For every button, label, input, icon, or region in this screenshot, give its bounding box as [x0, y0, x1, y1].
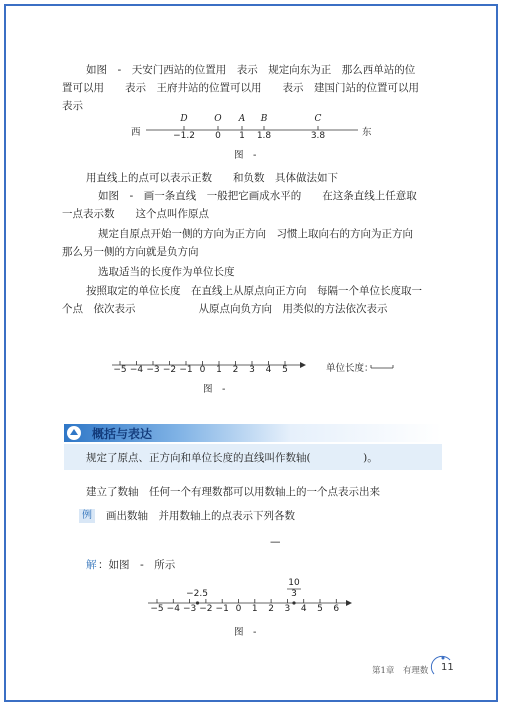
tick-label: 2	[232, 365, 239, 375]
tick-label: 3	[249, 365, 255, 375]
value-label: 1	[239, 131, 245, 141]
figure-caption: 图 -	[234, 627, 257, 638]
point-label-c: C	[314, 114, 322, 124]
tick-label: −1	[179, 365, 193, 375]
section-title: 概括与表达	[92, 427, 153, 441]
tick-label: −3	[182, 604, 197, 614]
text-line: 选取适当的长度作为单位长度	[98, 266, 235, 278]
point-label-d: D	[180, 114, 188, 124]
footer-chapter: 第1章 有理数	[372, 666, 429, 676]
text-line: 置可以用 表示 王府井站的位置可以用 表示 建国门站的位置可以用	[62, 82, 419, 94]
text-line: 规定自原点开始一侧的方向为正方向 习惯上取向右的方向为正方向	[98, 228, 413, 240]
tick-label: −3	[146, 365, 160, 375]
solution-label: 解	[86, 559, 97, 571]
east-label: 东	[362, 127, 372, 138]
tick-label: 5	[317, 604, 323, 614]
tick-label: −4	[129, 365, 144, 375]
concept-text: 规定了原点、正方向和单位长度的直线叫作数轴( )。	[86, 452, 378, 464]
value-label: 3.8	[310, 131, 326, 141]
point-10-3	[292, 601, 295, 604]
text-line: 一点表示数 这个点叫作原点	[62, 208, 209, 220]
point-label-o: O	[214, 114, 222, 124]
tick-label: 4	[300, 604, 307, 614]
value-label: 0	[215, 131, 221, 141]
point-label-minus-2-5: −2.5	[186, 589, 208, 599]
figure-caption: 图 -	[203, 384, 226, 395]
tick-label: 1	[216, 365, 222, 375]
tick-label: −2	[199, 604, 213, 614]
text-line: 如图 - 画一条直线 一般把它画成水平的 在这条直线上任意取	[98, 190, 417, 202]
tick-label: 6	[333, 604, 340, 614]
text-line: 建立了数轴 任何一个有理数都可以用数轴上的一个点表示出来	[86, 486, 380, 498]
text-line: 用直线上的点可以表示正数 和负数 具体做法如下	[86, 172, 338, 184]
tick-label: 4	[265, 365, 272, 375]
text-line: 表示	[62, 100, 83, 112]
tick-label: 1	[251, 604, 258, 614]
value-label: 1.8	[256, 131, 272, 141]
example-tag: 例	[79, 509, 95, 523]
value-label: −1.2	[173, 131, 195, 141]
fraction-denominator: 3	[291, 589, 297, 599]
tick-label: 0	[199, 365, 206, 375]
tick-label: 5	[282, 365, 288, 375]
example-text: 画出数轴 并用数轴上的点表示下列各数	[106, 510, 295, 522]
page-number: 11	[441, 662, 454, 673]
tick-label: −1	[215, 604, 229, 614]
unit-length-label: 单位长度：	[326, 363, 374, 374]
fraction-numerator: 10	[288, 578, 300, 588]
text-line: 如图 - 天安门西站的位置用 表示 规定向东为正 那么西单站的位	[86, 64, 416, 76]
tick-label: −4	[166, 604, 180, 614]
point-label-a: A	[238, 114, 246, 124]
tick-label: −5	[113, 365, 127, 375]
tick-label: 0	[235, 604, 242, 614]
text-line: 个点 依次表示 从原点向负方向 用类似的方法依次表示	[62, 303, 388, 315]
example-dash: —	[270, 536, 281, 548]
tick-label: 3	[284, 604, 291, 614]
tick-label: 2	[268, 604, 274, 614]
text-line: 按照取定的单位长度 在直线上从原点向正方向 每隔一个单位长度取一	[86, 285, 422, 297]
solution-text: ：如图 - 所示	[98, 559, 176, 571]
point-label-b: B	[260, 114, 268, 124]
tick-label: −2	[162, 365, 177, 375]
text-line: 那么另一侧的方向就是负方向	[62, 246, 199, 258]
tick-label: −5	[150, 604, 164, 614]
west-label: 西	[131, 127, 141, 138]
figure-caption: 图 -	[234, 150, 257, 161]
